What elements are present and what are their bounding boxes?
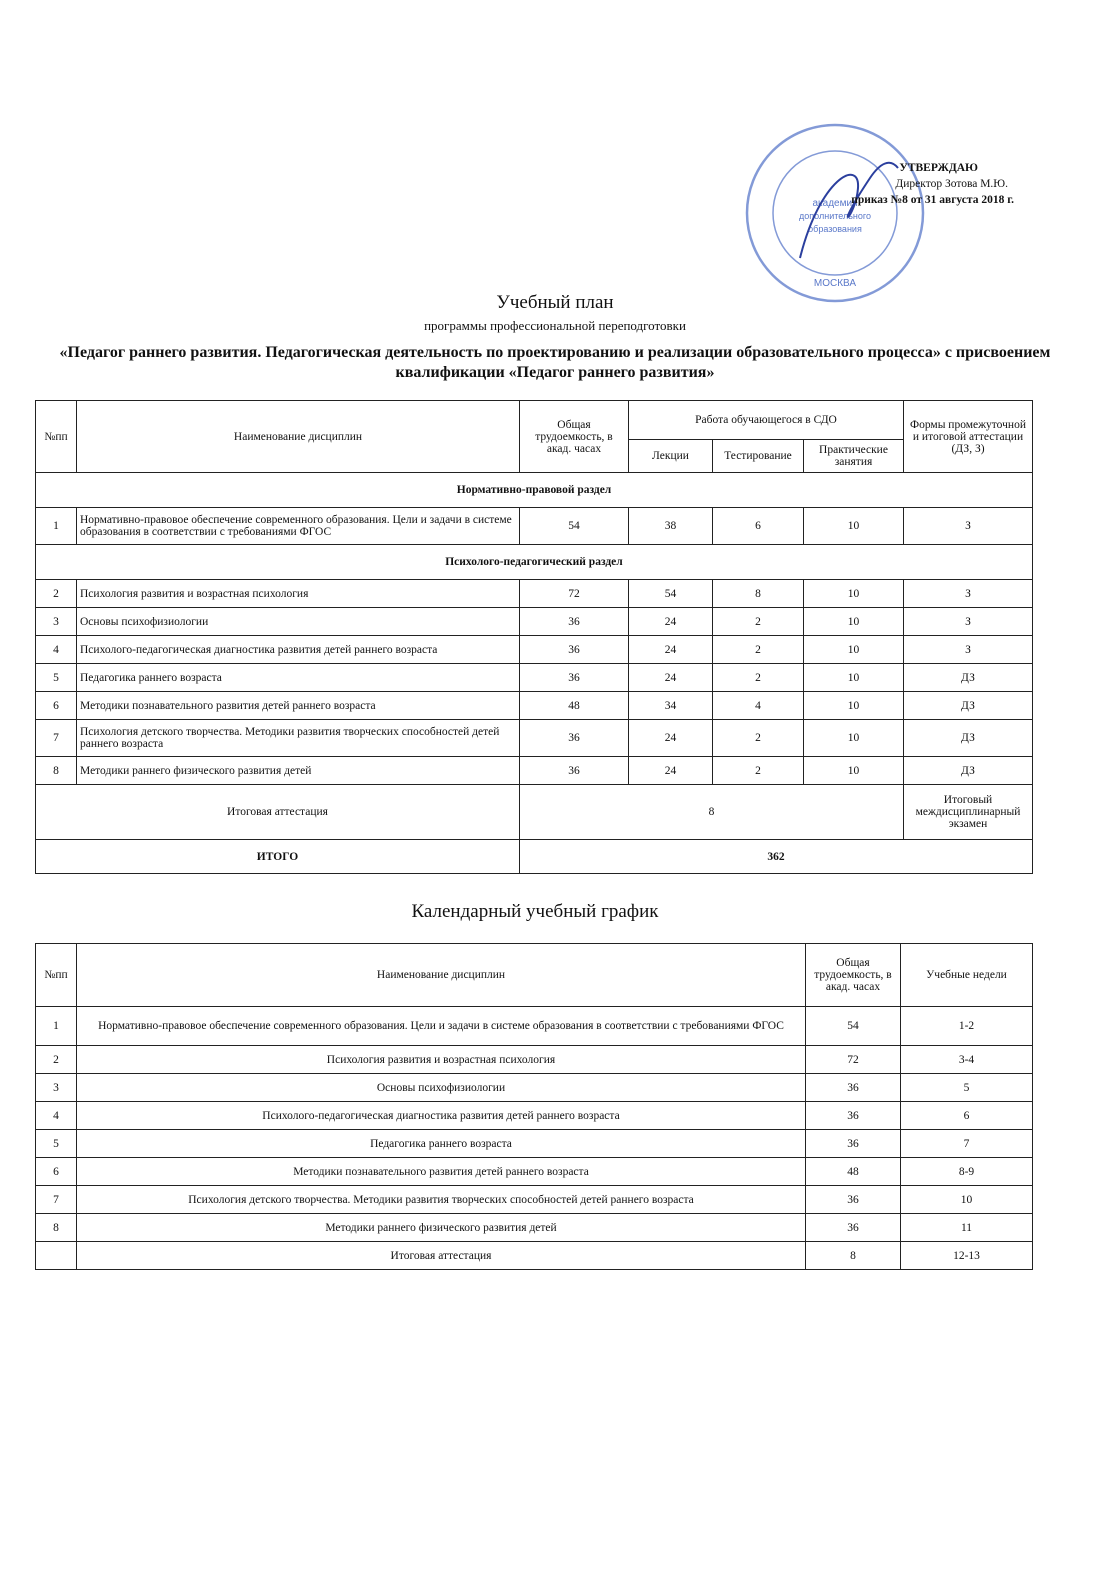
plan-title: Учебный план <box>496 292 614 313</box>
cell-total: 36 <box>520 608 629 636</box>
header-testing: Тестирование <box>713 440 804 473</box>
cell-num: 6 <box>36 1158 77 1186</box>
official-stamp <box>740 118 930 308</box>
cell-name: Психология детского творчества. Методики развития творческих способностей детей раннего возраста <box>77 1186 806 1214</box>
cell-weeks: 11 <box>901 1214 1033 1242</box>
cell-total: 36 <box>806 1130 901 1158</box>
cell-form: ДЗ <box>904 757 1033 785</box>
cell-total: 36 <box>806 1214 901 1242</box>
cell-lectures: 24 <box>629 720 713 757</box>
cell-lectures: 24 <box>629 757 713 785</box>
cell-name: Основы психофизиологии <box>77 1074 806 1102</box>
cell-total: 36 <box>520 720 629 757</box>
cell-num: 3 <box>36 1074 77 1102</box>
cell-total: 36 <box>806 1186 901 1214</box>
table-row <box>36 1046 1033 1074</box>
table-row <box>36 1074 1033 1102</box>
cell-practice: 10 <box>804 664 904 692</box>
cal-header-total: Общая трудоемкость, в акад. часах <box>806 944 901 1007</box>
cell-num: 5 <box>36 1130 77 1158</box>
cell-num: 4 <box>36 1102 77 1130</box>
total-label: ИТОГО <box>36 840 520 874</box>
total-hours: 362 <box>520 840 1033 874</box>
cell-total: 54 <box>520 508 629 545</box>
cell-lectures: 24 <box>629 664 713 692</box>
svg-text:образования: образования <box>808 224 862 234</box>
cell-name: Методики познавательного развития детей раннего возраста <box>77 692 520 720</box>
cell-form: З <box>904 580 1033 608</box>
svg-text:МОСКВА: МОСКВА <box>813 278 857 289</box>
cell-name: Психология развития и возрастная психология <box>77 580 520 608</box>
cell-name: Педагогика раннего возраста <box>77 1130 806 1158</box>
cell-lectures: 34 <box>629 692 713 720</box>
cell-num: 1 <box>36 1007 77 1046</box>
cell-name: Итоговая аттестация <box>77 1242 806 1270</box>
section-heading: Нормативно-правовой раздел <box>36 473 1033 508</box>
cell-num <box>36 1242 77 1270</box>
cell-name: Педагогика раннего возраста <box>77 664 520 692</box>
cell-weeks: 6 <box>901 1102 1033 1130</box>
cell-name: Психология детского творчества. Методики развития творческих способностей детей раннего возраста <box>77 720 520 757</box>
cell-form: ДЗ <box>904 664 1033 692</box>
cell-total: 36 <box>520 664 629 692</box>
approval-block <box>838 160 1038 208</box>
cell-testing: 4 <box>713 692 804 720</box>
cell-num: 2 <box>36 1046 77 1074</box>
cell-practice: 10 <box>804 636 904 664</box>
cell-num: 1 <box>36 508 77 545</box>
cal-header-num: №пп <box>36 944 77 1007</box>
approval-title: УТВЕРЖДАЮ <box>899 162 978 174</box>
cell-weeks: 12-13 <box>901 1242 1033 1270</box>
cell-weeks: 7 <box>901 1130 1033 1158</box>
cell-weeks: 3-4 <box>901 1046 1033 1074</box>
cell-lectures: 38 <box>629 508 713 545</box>
cell-lectures: 54 <box>629 580 713 608</box>
final-attestation-row <box>36 785 1033 840</box>
cell-testing: 8 <box>713 580 804 608</box>
cell-name: Методики раннего физического развития детей <box>77 757 520 785</box>
header-total: Общая трудоемкость, в акад. часах <box>520 401 629 473</box>
header-name: Наименование дисциплин <box>77 401 520 473</box>
header-practice: Практические занятия <box>804 440 904 473</box>
total-row <box>36 840 1033 874</box>
table-row <box>36 1007 1033 1046</box>
cell-name: Нормативно-правовое обеспечение современного образования. Цели и задачи в системе образования в соответствии с требованиями ФГОС <box>77 508 520 545</box>
header-lectures: Лекции <box>629 440 713 473</box>
cell-practice: 10 <box>804 508 904 545</box>
table-row <box>36 1158 1033 1186</box>
cal-header-name: Наименование дисциплин <box>77 944 806 1007</box>
table-row <box>36 720 1033 757</box>
table-row <box>36 692 1033 720</box>
calendar-table <box>35 943 1033 1270</box>
cell-num: 2 <box>36 580 77 608</box>
cell-practice: 10 <box>804 608 904 636</box>
svg-text:дополнительного: дополнительного <box>799 211 871 221</box>
table-row <box>36 636 1033 664</box>
cell-num: 8 <box>36 757 77 785</box>
cell-lectures: 24 <box>629 608 713 636</box>
cell-weeks: 5 <box>901 1074 1033 1102</box>
plan-subtitle: программы профессиональной переподготовки <box>424 318 686 333</box>
header-forms: Формы промежуточной и итоговой аттестации (ДЗ, З) <box>904 401 1033 473</box>
cell-testing: 2 <box>713 757 804 785</box>
final-label: Итоговая аттестация <box>36 785 520 840</box>
cell-name: Нормативно-правовое обеспечение современного образования. Цели и задачи в системе образования в соответствии с требованиями ФГОС <box>77 1007 806 1046</box>
cell-num: 3 <box>36 608 77 636</box>
table-row <box>36 1242 1033 1270</box>
calendar-title: Календарный учебный график <box>411 901 659 922</box>
cell-name: Основы психофизиологии <box>77 608 520 636</box>
table-row <box>36 1186 1033 1214</box>
cell-num: 4 <box>36 636 77 664</box>
cell-name: Психология развития и возрастная психология <box>77 1046 806 1074</box>
header-work: Работа обучающегося в СДО <box>629 401 904 440</box>
svg-text:академия: академия <box>812 198 858 209</box>
cell-form: ДЗ <box>904 692 1033 720</box>
cal-header-weeks: Учебные недели <box>901 944 1033 1007</box>
cell-num: 8 <box>36 1214 77 1242</box>
cell-total: 72 <box>806 1046 901 1074</box>
cell-testing: 2 <box>713 608 804 636</box>
cell-lectures: 24 <box>629 636 713 664</box>
table-row <box>36 508 1033 545</box>
table-row <box>36 580 1033 608</box>
cell-total: 48 <box>520 692 629 720</box>
header-num: №пп <box>36 401 77 473</box>
cell-form: З <box>904 608 1033 636</box>
cell-weeks: 10 <box>901 1186 1033 1214</box>
curriculum-table <box>35 400 1033 874</box>
cell-form: З <box>904 508 1033 545</box>
cell-num: 7 <box>36 720 77 757</box>
cell-total: 48 <box>806 1158 901 1186</box>
cell-testing: 2 <box>713 720 804 757</box>
cell-total: 8 <box>806 1242 901 1270</box>
cell-form: З <box>904 636 1033 664</box>
cell-total: 36 <box>806 1102 901 1130</box>
cell-num: 5 <box>36 664 77 692</box>
cell-name: Методики познавательного развития детей раннего возраста <box>77 1158 806 1186</box>
table-row <box>36 608 1033 636</box>
cell-practice: 10 <box>804 757 904 785</box>
approval-director: Директор Зотова М.Ю. <box>895 178 1008 190</box>
cell-form: ДЗ <box>904 720 1033 757</box>
cell-total: 54 <box>806 1007 901 1046</box>
cell-name: Психолого-педагогическая диагностика развития детей раннего возраста <box>77 636 520 664</box>
table-row <box>36 664 1033 692</box>
approval-order: приказ №8 от 31 августа 2018 г. <box>851 194 1014 206</box>
cell-total: 36 <box>520 757 629 785</box>
cell-total: 72 <box>520 580 629 608</box>
table-row <box>36 1214 1033 1242</box>
cell-total: 36 <box>806 1074 901 1102</box>
cell-testing: 6 <box>713 508 804 545</box>
section-heading: Психолого-педагогический раздел <box>36 545 1033 580</box>
table-row <box>36 757 1033 785</box>
cell-weeks: 8-9 <box>901 1158 1033 1186</box>
table-row <box>36 1130 1033 1158</box>
table-row <box>36 1102 1033 1130</box>
cell-testing: 2 <box>713 664 804 692</box>
cell-testing: 2 <box>713 636 804 664</box>
cell-practice: 10 <box>804 580 904 608</box>
cell-weeks: 1-2 <box>901 1007 1033 1046</box>
program-title: «Педагог раннего развития. Педагогическая деятельность по проектированию и реализации образовательного процесса» с присвоением квалификации «Педагог раннего развития» <box>59 344 1051 381</box>
final-form: Итоговый междисциплинарный экзамен <box>904 785 1033 840</box>
cell-name: Методики раннего физического развития детей <box>77 1214 806 1242</box>
cell-practice: 10 <box>804 720 904 757</box>
final-hours: 8 <box>520 785 904 840</box>
cell-num: 7 <box>36 1186 77 1214</box>
cell-practice: 10 <box>804 692 904 720</box>
cell-total: 36 <box>520 636 629 664</box>
cell-name: Психолого-педагогическая диагностика развития детей раннего возраста <box>77 1102 806 1130</box>
cell-num: 6 <box>36 692 77 720</box>
